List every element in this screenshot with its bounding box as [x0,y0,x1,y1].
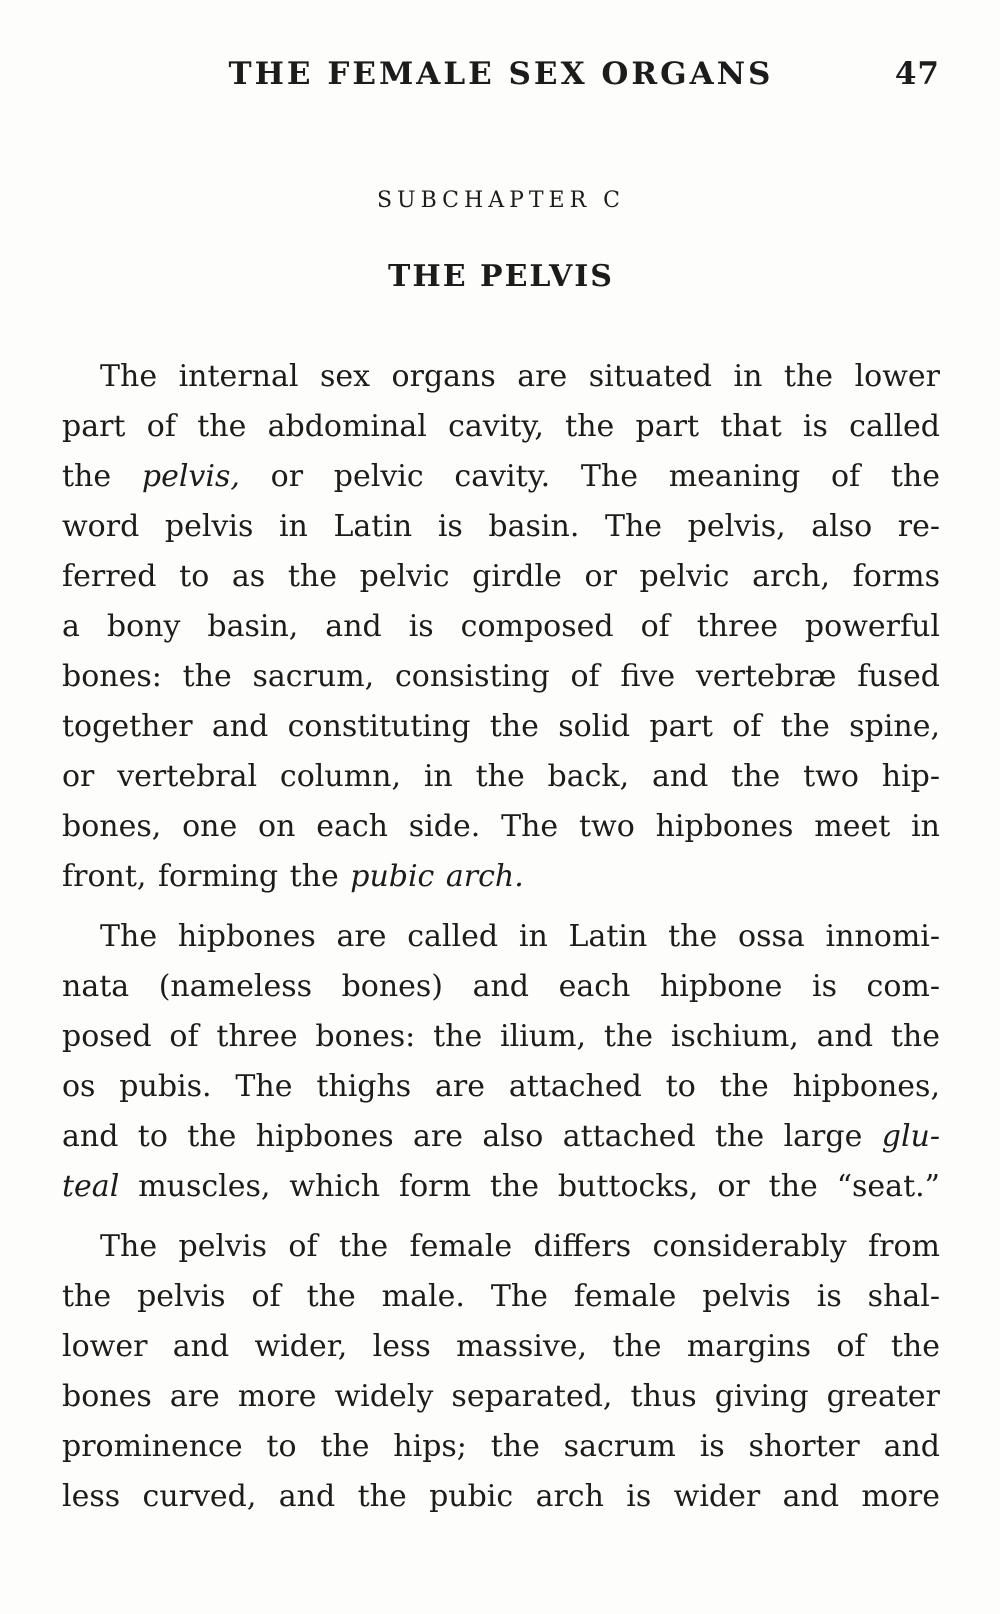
text-run: os pubis. The thighs are attached to the hipbones, [62,1069,940,1104]
body-text [62,352,940,1522]
text-run: and to the hipbones are also attached the large [62,1119,882,1154]
paragraph [62,352,940,902]
text-line [62,852,940,902]
text-run: The internal sex organs are situated in the lower [100,359,940,394]
text-line [62,1222,940,1272]
text-line [62,1272,940,1322]
paragraph [62,912,940,1212]
text-run: ferred to as the pelvic girdle or pelvic arch, forms [62,559,940,594]
text-line [62,402,940,452]
text-line [62,602,940,652]
text-run: lower and wider, less massive, the margins of the [62,1329,940,1364]
text-line [62,352,940,402]
subchapter-label: SUBCHAPTER C [376,188,626,213]
text-run: muscles, which form the buttocks, or the “seat.” [119,1169,940,1204]
page-number: 47 [894,56,940,92]
text-run: the [62,459,142,494]
text-run: or vertebral column, in the back, and the two hip- [62,759,940,794]
text-run: bones, one on each side. The two hipbones meet in [62,809,940,844]
italic-text-run: pelvis, [141,459,240,494]
section-title: THE PELVIS [388,259,614,294]
text-line [62,1322,940,1372]
text-run: bones are more widely separated, thus giving greater [62,1379,940,1414]
text-line [62,962,940,1012]
text-run: bones: the sacrum, consisting of five vertebræ fused [62,659,940,694]
text-line [62,1012,940,1062]
text-line [62,552,940,602]
text-run: word pelvis in Latin is basin. The pelvis, also re- [62,509,940,544]
text-line [62,1162,940,1212]
text-run: part of the abdominal cavity, the part that is called [62,409,940,444]
text-line [62,752,940,802]
text-run: The hipbones are called in Latin the ossa innomi- [100,919,940,954]
text-line [62,1112,940,1162]
text-run: less curved, and the pubic arch is wider and more [62,1479,940,1514]
text-line [62,1422,940,1472]
text-line [62,702,940,752]
text-run: the pelvis of the male. The female pelvis is shal- [62,1279,940,1314]
text-line [62,1372,940,1422]
italic-text-run: glu- [881,1119,940,1154]
text-line [62,652,940,702]
text-run: or pelvic cavity. The meaning of the [239,459,940,494]
text-run: The pelvis of the female differs considerably from [100,1229,940,1264]
text-line [62,1472,940,1522]
text-line [62,802,940,852]
text-run: prominence to the hips; the sacrum is shorter and [62,1429,940,1464]
running-head-title: THE FEMALE SEX ORGANS [228,56,774,92]
text-line [62,912,940,962]
text-line [62,452,940,502]
text-run: a bony basin, and is composed of three powerful [62,609,940,644]
italic-text-run: pubic arch. [350,859,524,894]
paragraph [62,1222,940,1522]
text-run: together and constituting the solid part of the spine, [62,709,940,744]
text-run: posed of three bones: the ilium, the ischium, and the [62,1019,940,1054]
text-run: front, forming the [62,859,351,894]
text-run: nata (nameless bones) and each hipbone is com- [62,969,940,1004]
page-header [62,56,940,92]
text-line [62,1062,940,1112]
text-line [62,502,940,552]
italic-text-run: teal [62,1169,120,1204]
